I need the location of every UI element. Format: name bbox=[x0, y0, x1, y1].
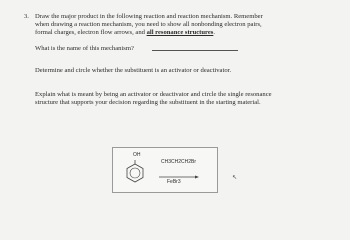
reagent-catalyst: FeBr3 bbox=[167, 179, 181, 185]
reaction-scheme bbox=[112, 147, 218, 193]
mouse-cursor-icon: ↖ bbox=[232, 174, 238, 181]
question-line-3-text: formal charges, electron flow arrows, and bbox=[35, 29, 147, 36]
hydroxyl-label: OH bbox=[133, 152, 141, 158]
explain-line-2: structure that supports your decision regarding the substituent in the starting material. bbox=[35, 99, 261, 106]
question-line-1: Draw the major product in the following reaction and reaction mechanism. Remember bbox=[35, 13, 263, 20]
resonance-emphasis: all resonance structures bbox=[146, 29, 214, 36]
question-line-3 bbox=[35, 29, 215, 37]
question-number: 3. bbox=[24, 13, 29, 20]
benzene-ring-icon bbox=[125, 160, 145, 184]
mechanism-name-prompt: What is the name of this mechanism? bbox=[35, 45, 134, 52]
mechanism-answer-blank[interactable] bbox=[152, 50, 238, 51]
reagent-alkyl-halide: CH3CH2CH2Br bbox=[161, 159, 197, 165]
question-line-2: when drawing a reaction mechanism, you need to show all nonbonding electron pairs, bbox=[35, 21, 262, 28]
explain-line-1: Explain what is meant by being an activator or deactivator and circle the single resonance bbox=[35, 91, 272, 98]
activator-prompt: Determine and circle whether the substituent is an activator or deactivator. bbox=[35, 67, 232, 74]
question-line-3-period: . bbox=[213, 29, 216, 36]
